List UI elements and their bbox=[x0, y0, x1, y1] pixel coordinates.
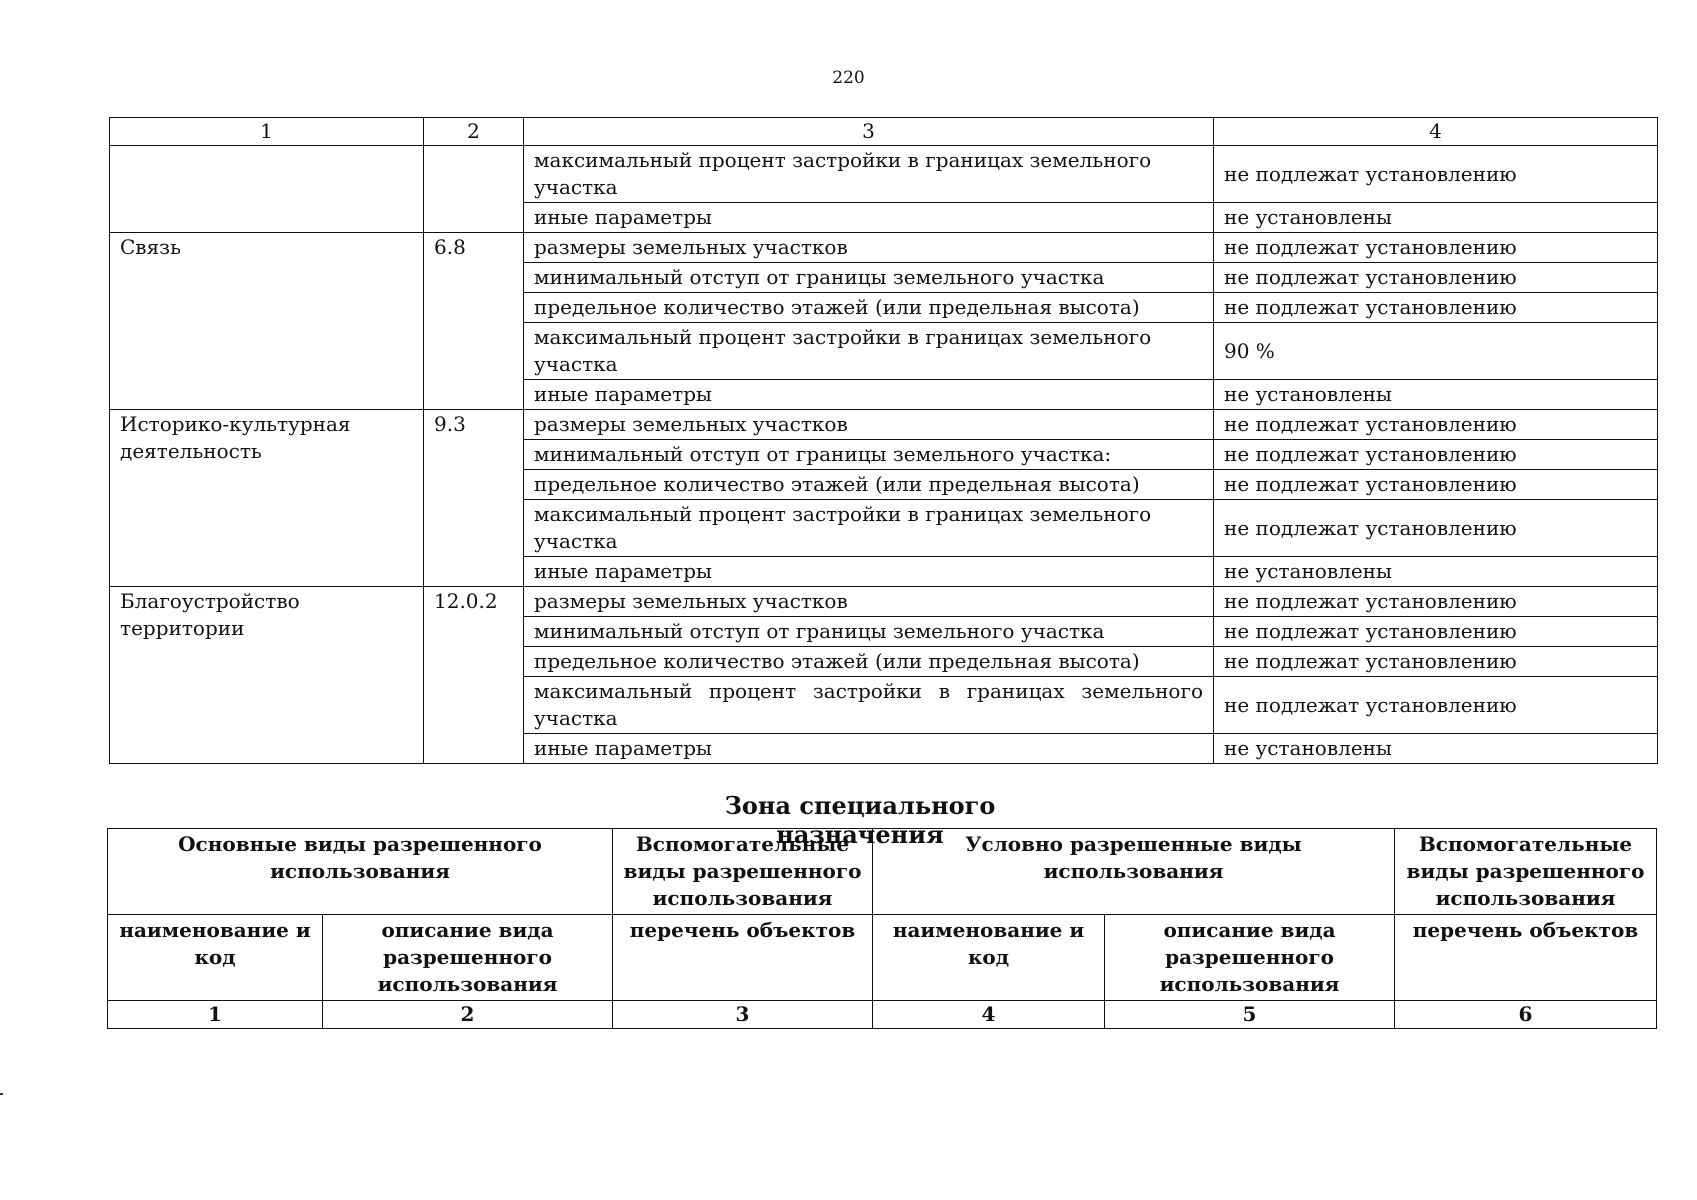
name-code-header-2: наименование и код bbox=[873, 915, 1105, 1001]
objects-list-header: перечень объектов bbox=[613, 915, 873, 1001]
header-row bbox=[110, 118, 1658, 146]
description-header: описание вида разрешенного использования bbox=[323, 915, 613, 1001]
use-type-name: Историко-культурная деятельность bbox=[110, 410, 424, 587]
parameter-value: не подлежат установлению bbox=[1214, 440, 1658, 470]
auxiliary-uses-header-2: Вспомогательные виды разрешенного использования bbox=[1395, 829, 1657, 915]
parameter-value: не подлежат установлению bbox=[1214, 233, 1658, 263]
parameter-value: не подлежат установлению bbox=[1214, 647, 1658, 677]
parameter-value: не подлежат установлению bbox=[1214, 146, 1658, 203]
use-type-name bbox=[110, 146, 424, 233]
parameter-value: не подлежат установлению bbox=[1214, 263, 1658, 293]
table-row bbox=[110, 587, 1658, 617]
auxiliary-uses-header: Вспомогательные виды разрешенного использования bbox=[613, 829, 873, 915]
use-type-name: Связь bbox=[110, 233, 424, 410]
parameter-name: размеры земельных участков bbox=[524, 410, 1214, 440]
table-row bbox=[110, 146, 1658, 203]
page-number: 220 bbox=[832, 68, 865, 88]
parameter-value: не подлежат установлению bbox=[1214, 617, 1658, 647]
parameter-name: максимальный процент застройки в границах земельного участка bbox=[524, 677, 1214, 734]
column-number: 2 bbox=[323, 1001, 613, 1029]
scan-mark bbox=[0, 1093, 3, 1095]
column-number: 6 bbox=[1395, 1001, 1657, 1029]
use-type-code: 12.0.2 bbox=[424, 587, 524, 764]
use-type-code: 9.3 bbox=[424, 410, 524, 587]
parameter-name: размеры земельных участков bbox=[524, 233, 1214, 263]
parameter-name: иные параметры bbox=[524, 380, 1214, 410]
use-type-code: 6.8 bbox=[424, 233, 524, 410]
conditional-uses-header: Условно разрешенные виды использования bbox=[873, 829, 1395, 915]
parameters-table-body bbox=[110, 146, 1658, 764]
column-number: 4 bbox=[873, 1001, 1105, 1029]
column-number: 1 bbox=[108, 1001, 323, 1029]
parameter-name: иные параметры bbox=[524, 203, 1214, 233]
parameter-value: не установлены bbox=[1214, 380, 1658, 410]
parameter-name: иные параметры bbox=[524, 734, 1214, 764]
zone-uses-table bbox=[107, 828, 1657, 1029]
use-type-code bbox=[424, 146, 524, 233]
name-code-header: наименование и код bbox=[108, 915, 323, 1001]
parameter-name: предельное количество этажей (или предельная высота) bbox=[524, 647, 1214, 677]
parameter-name: максимальный процент застройки в границах земельного участка bbox=[524, 323, 1214, 380]
use-type-name: Благоустройство территории bbox=[110, 587, 424, 764]
parameter-value: не подлежат установлению bbox=[1214, 587, 1658, 617]
parameter-value: не подлежат установлению bbox=[1214, 470, 1658, 500]
parameter-value: не подлежат установлению bbox=[1214, 677, 1658, 734]
parameter-value: не подлежат установлению bbox=[1214, 500, 1658, 557]
parameter-name: максимальный процент застройки в границах земельного участка bbox=[524, 146, 1214, 203]
parameters-table bbox=[109, 117, 1658, 764]
zone-number-row bbox=[108, 1001, 1657, 1029]
objects-list-header-2: перечень объектов bbox=[1395, 915, 1657, 1001]
column-number: 5 bbox=[1105, 1001, 1395, 1029]
column-header: 4 bbox=[1214, 118, 1658, 146]
parameter-value: не подлежат установлению bbox=[1214, 293, 1658, 323]
parameter-name: иные параметры bbox=[524, 557, 1214, 587]
parameter-value: не установлены bbox=[1214, 734, 1658, 764]
column-number: 3 bbox=[613, 1001, 873, 1029]
column-header: 3 bbox=[524, 118, 1214, 146]
parameter-value: не подлежат установлению bbox=[1214, 410, 1658, 440]
parameter-name: максимальный процент застройки в границах земельного участка bbox=[524, 500, 1214, 557]
parameter-name: предельное количество этажей (или предельная высота) bbox=[524, 470, 1214, 500]
column-header: 2 bbox=[424, 118, 524, 146]
column-header: 1 bbox=[110, 118, 424, 146]
parameter-name: минимальный отступ от границы земельного участка: bbox=[524, 440, 1214, 470]
parameter-name: предельное количество этажей (или предельная высота) bbox=[524, 293, 1214, 323]
description-header-2: описание вида разрешенного использования bbox=[1105, 915, 1395, 1001]
table-row bbox=[110, 233, 1658, 263]
main-uses-header: Основные виды разрешенного использования bbox=[108, 829, 613, 915]
section-title: Зона специального назначения bbox=[724, 791, 996, 849]
parameter-value: не установлены bbox=[1214, 557, 1658, 587]
parameter-value: не установлены bbox=[1214, 203, 1658, 233]
parameter-name: размеры земельных участков bbox=[524, 587, 1214, 617]
parameter-name: минимальный отступ от границы земельного участка bbox=[524, 617, 1214, 647]
zone-subheader-row bbox=[108, 915, 1657, 1001]
parameter-value: 90 % bbox=[1214, 323, 1658, 380]
zone-header-row bbox=[108, 829, 1657, 915]
parameter-name: минимальный отступ от границы земельного участка bbox=[524, 263, 1214, 293]
table-row bbox=[110, 410, 1658, 440]
